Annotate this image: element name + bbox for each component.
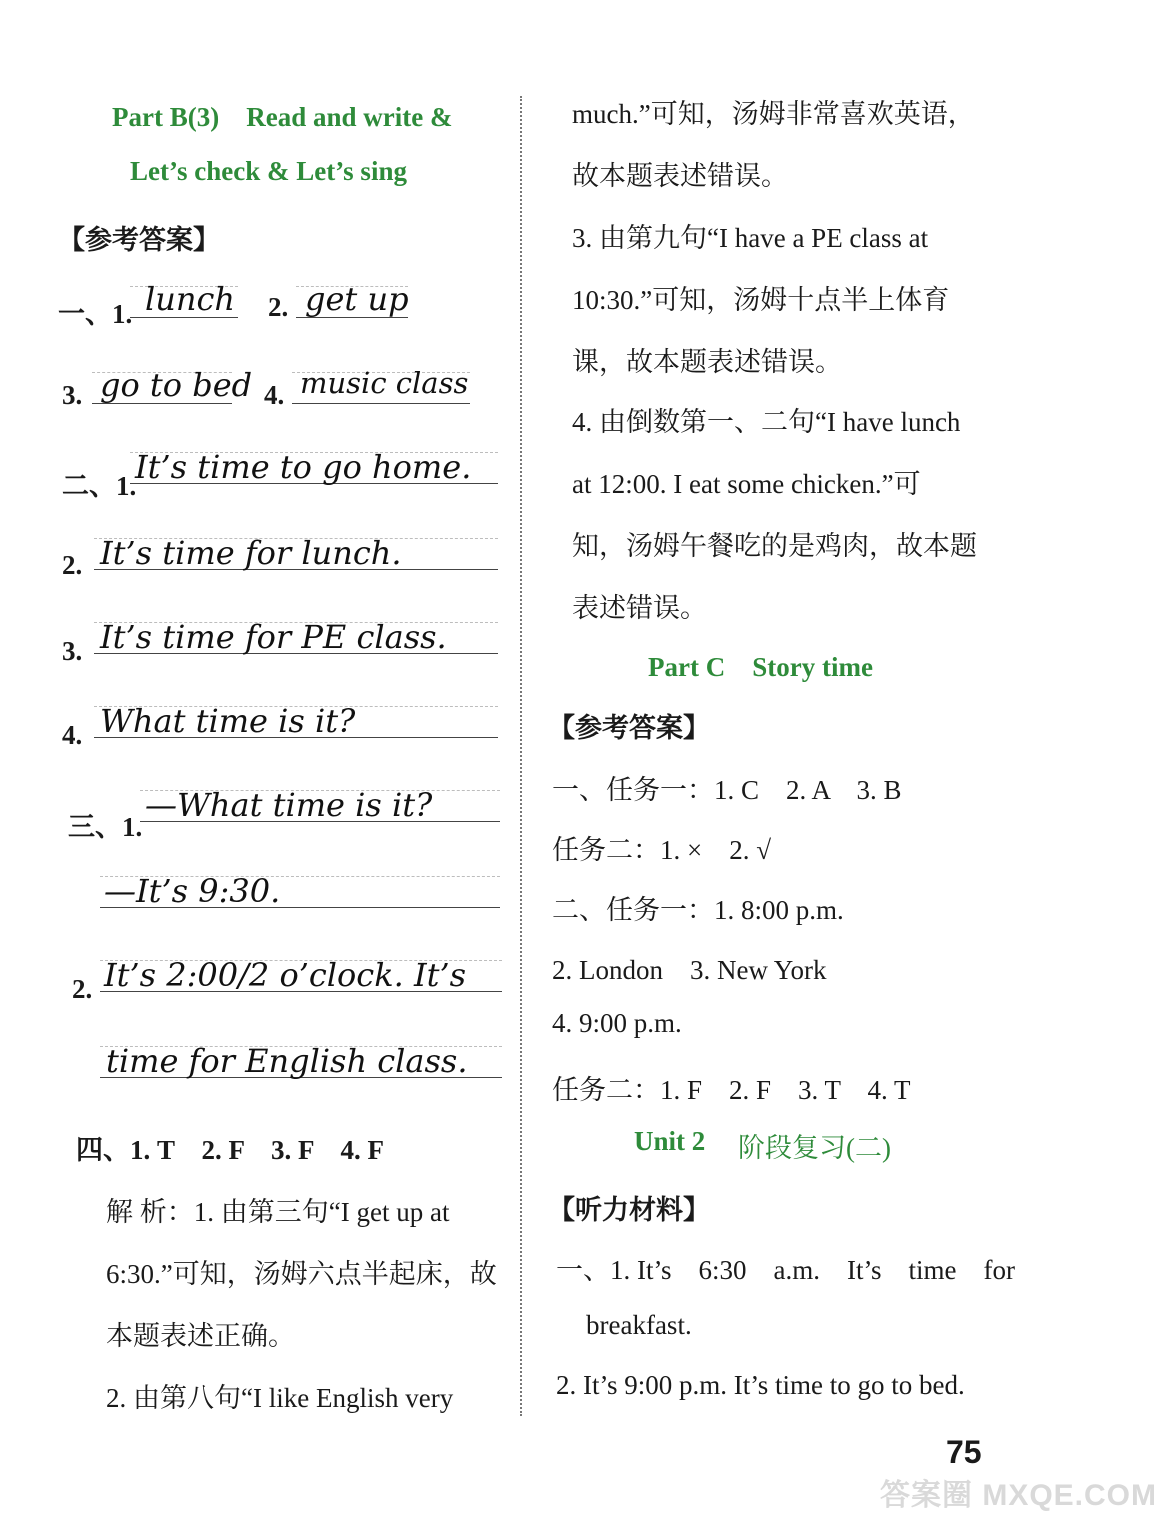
analysis-cont-line-1: much.”可知，汤姆非常喜欢英语， [572,99,975,129]
partc-answer-1: 一、任务一：1. C 2. A 3. B [552,775,902,805]
analysis-cont-line-4: 10:30.”可知，汤姆十点半上体育 [572,285,950,315]
q1-4-number: 4. [264,380,285,410]
analysis-cont-line-9: 表述错误。 [572,593,707,623]
page-number: 75 [946,1434,982,1470]
q2-3-answer: It’s time for PE class. [100,618,447,656]
partc-answer-3: 二、任务一：1. 8:00 p.m. [552,895,844,925]
q3-2-answer-line1: It’s 2:00/2 o’clock. It’s [104,956,467,994]
q3-1-answer-line1: —What time is it? [145,786,433,824]
listening-line-3: 2. It’s 9:00 p.m. It’s time to go to bed. [556,1370,965,1400]
unit2-title-cn: 阶段复习(二) [738,1133,891,1163]
analysis-cont-line-6: 4. 由倒数第一、二句“I have lunch [572,407,961,437]
listening-label: 【听力材料】 [548,1195,710,1225]
q3-1-number: 三、1. [68,812,143,842]
analysis-cont-line-5: 课，故本题表述错误。 [572,347,842,377]
q3-2-answer-line2: time for English class. [106,1042,468,1080]
section-title-partb3-line2: Let’s check & Let’s sing [130,156,407,186]
q3-2-number: 2. [72,974,93,1004]
analysis-cont-line-7: at 12:00. I eat some chicken.”可 [572,469,921,499]
answer-label-partc: 【参考答案】 [548,713,710,743]
q2-2-answer: It’s time for lunch. [100,534,402,572]
q1-1-answer: lunch [145,280,235,318]
q2-1-answer: It’s time to go home. [135,448,472,486]
q2-3-number: 3. [62,636,83,666]
q1-2-number: 2. [268,292,289,322]
q3-1-answer-line2: —It’s 9:30. [104,872,281,910]
analysis-line-3: 本题表述正确。 [106,1321,295,1351]
section-title-partb3-line1: Part B(3) Read and write & [112,102,453,132]
partc-answer-2: 任务二：1. × 2. √ [552,835,772,865]
analysis-line-1: 解 析：1. 由第三句“I get up at [106,1197,450,1227]
section-title-partc: Part C Story time [648,652,873,682]
watermark: 答案圈 MXQE.COM [880,1479,1157,1512]
analysis-cont-line-3: 3. 由第九句“I have a PE class at [572,223,929,253]
q2-2-number: 2. [62,550,83,580]
partc-answer-6: 任务二：1. F 2. F 3. T 4. T [552,1075,911,1105]
q2-4-answer: What time is it? [100,702,356,740]
partc-answer-5: 4. 9:00 p.m. [552,1008,682,1038]
column-divider [520,96,522,1416]
listening-line-1: 一、1. It’s 6:30 a.m. It’s time for [556,1255,1015,1285]
q2-4-number: 4. [62,720,83,750]
analysis-line-4: 2. 由第八句“I like English very [106,1383,454,1413]
q1-1-number: 一、1. [58,299,133,329]
analysis-cont-line-8: 知，汤姆午餐吃的是鸡肉，故本题 [572,531,977,561]
q1-2-answer: get up [305,280,409,318]
q1-3-number: 3. [62,380,83,410]
q1-4-answer: music class [300,366,469,400]
q1-3-answer: go to bed [100,366,253,404]
q4-answers: 四、1. T 2. F 3. F 4. F [76,1135,384,1165]
unit2-title-en: Unit 2 [634,1126,706,1156]
listening-line-2: breakfast. [586,1310,692,1340]
partc-answer-4: 2. London 3. New York [552,955,827,985]
analysis-line-2: 6:30.”可知，汤姆六点半起床，故 [106,1259,497,1289]
analysis-cont-line-2: 故本题表述错误。 [572,161,788,191]
q2-1-number: 二、1. [62,471,137,501]
answer-label: 【参考答案】 [58,225,220,255]
